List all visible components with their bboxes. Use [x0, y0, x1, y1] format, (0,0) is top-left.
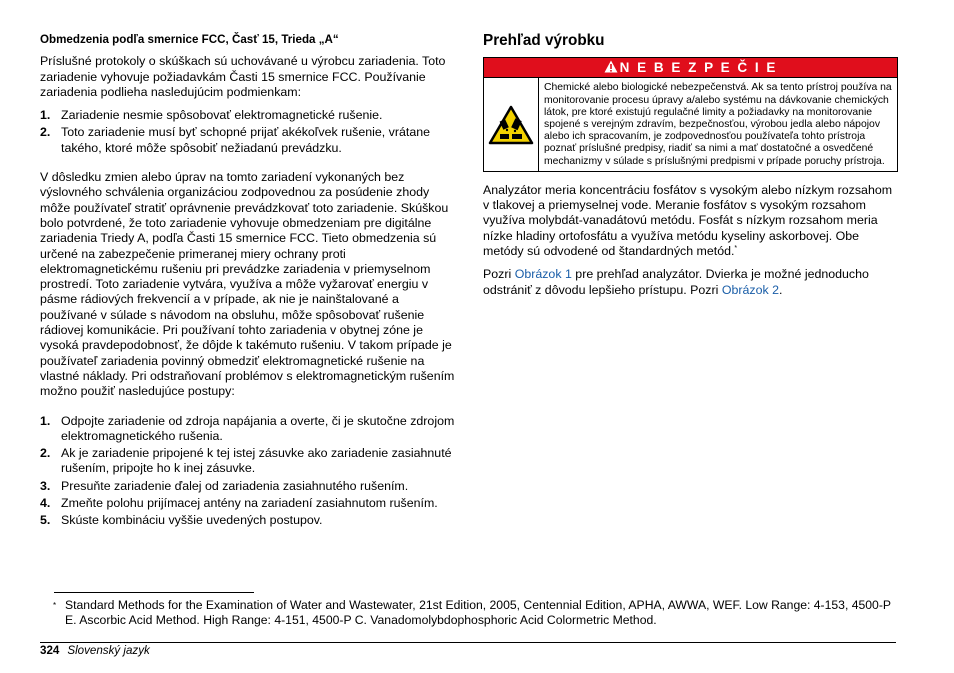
list-item: 2. Ak je zariadenie pripojené k tej istej zásuvke ako zariadenie zasiahnuté rušením, pripojte ho k inej zásuvke.: [40, 446, 452, 476]
fcc-body: V dôsledku zmien alebo úprav na tomto zariadení vykonaných bez výslovného schválenia organizáciou zodpovednou za posúdenie zhody môže používateľ stratiť oprávnenie prevádzkovať toto zariadenie. Skúškou bolo potvrdené, že toto zariadenie vyhovuje obmedzeniam pre digitálne zariadenia Triedy A, podľa Časti 15 smernice FCC. Tieto obmedzenia sú určené na zabezpečenie primeranej miery ochrany proti elektromagnetickému rušeniu pri prevádzke zariadenia v priemyselnom prostredí. Toto zariadenie vytvára, využíva a môže vyžarovať energiu v pásme rádiových frekvencií a v prípade, ak nie je nainštalované a používané v súlade s návodom na obsluhu, môže spôsobovať rušenie rádiovej komunikácie. Pri používaní tohto zariadenia v obytnej zóne je vysoká pravdepodobnosť, že dôjde k takémuto rušeniu. V takom prípade je používateľ zariadenia povinný obmedziť elektromagnetické rušenie na vlastné náklady. Pri odstraňovaní problémov s elektromagnetickým rušením možno použiť nasledujúce postupy:: [40, 170, 455, 399]
list-item: 3. Presuňte zariadenie ďalej od zariadenia zasiahnutého rušením.: [40, 478, 409, 493]
footnote-ref: *: [734, 244, 738, 252]
page-number: 324: [40, 644, 60, 657]
footer-divider: [40, 642, 896, 643]
list-item: 2. Toto zariadenie musí byť schopné prijať akékoľvek rušenie, vrátane takého, ktoré môže spôsobiť nežiadanú prevádzku.: [40, 125, 430, 155]
list-item: 1. Zariadenie nesmie spôsobovať elektromagnetické rušenie.: [40, 108, 383, 123]
page-footer: [40, 644, 150, 658]
footnote-text: Standard Methods for the Examination of Water and Wastewater, 21st Edition, 2005, Centennial Edition, APHA, AWWA, WEF. Low Range: 4-153, 4500-P E. Ascorbic Acid Method. High Range: 4-151, 4500-P C. Vanadomolybdophosphoric Acid Colormetric Method.: [65, 598, 891, 627]
list-item: 4. Zmeňte polohu prijímacej antény na zariadení zasiahnutom rušením.: [40, 496, 438, 511]
danger-header: [484, 58, 897, 78]
fcc-conditions-list: [40, 108, 455, 156]
fcc-intro: Príslušné protokoly o skúškach sú uchovávané u výrobcu zariadenia. Toto zariadenie vyhovuje požiadavkám Časti 15 smernice FCC. Používanie zariadenia podlieha nasledujúcim podmienkam:: [40, 54, 446, 99]
figure-2-link[interactable]: Obrázok 2: [721, 282, 780, 297]
corrosive-hazard-icon: [488, 105, 534, 145]
section-title: Prehľad výrobku: [483, 32, 605, 49]
interference-steps-list: [40, 414, 455, 529]
footnote-mark: *: [53, 601, 57, 610]
danger-label: N E B E Z P E Č I E: [619, 60, 778, 76]
figure-1-link[interactable]: Obrázok 1: [514, 267, 572, 282]
list-item: 1. Odpojte zariadenie od zdroja napájania a overte, či je skutočne zdrojom elektromagnetického rušenia.: [40, 413, 455, 443]
left-column: [40, 32, 455, 537]
footer-language: Slovenský jazyk: [67, 644, 150, 657]
footnote-divider: [54, 592, 254, 593]
overview-paragraph: Analyzátor meria koncentráciu fosfátov s vysokým alebo nízkym rozsahom v tlakovej a priemyselnej vode. Meranie fosfátov s vysokým rozsahom využíva molybdát-vanadátovú metódu. Fosfát s nízkym rozsahom meria nízke hladiny ortofosfátu a využíva metódu kyseliny askorbovej. Obe metódy sú odvodené od štandardných metód.*: [483, 182, 893, 258]
danger-text: Chemické alebo biologické nebezpečenstvá. Ak sa tento prístroj používa na monitorovanie procesu úpravy a/alebo systému na dávkovanie chemických látok, pre ktoré existujú regulačné limity a požiadavky na monitorovanie spojené s verejným zdravím, bezpečnosťou, výrobou jedla alebo nápojov alebo ich spracovaním, je zodpovednosťou používateľa tohto prístroja poznať príslušné predpisy, riadiť sa nimi a mať dostatočné a osvedčené mechanizmy v súlade s príslušnými predpismi v prípade poruchy prístroja.: [544, 82, 892, 167]
danger-box: [483, 57, 898, 171]
footnote: [53, 598, 903, 628]
fcc-heading: Obmedzenia podľa smernice FCC, Časť 15, Trieda „A“: [40, 33, 339, 46]
right-column: [483, 32, 899, 306]
list-item: 5. Skúste kombináciu vyššie uvedených postupov.: [40, 513, 323, 528]
figures-paragraph: Pozri Obrázok 1 pre prehľad analyzátor. Dvierka je možné jednoducho odstrániť z dôvodu lepšieho prístupu. Pozri Obrázok 2.: [483, 267, 869, 297]
warning-triangle-icon: [604, 59, 618, 78]
